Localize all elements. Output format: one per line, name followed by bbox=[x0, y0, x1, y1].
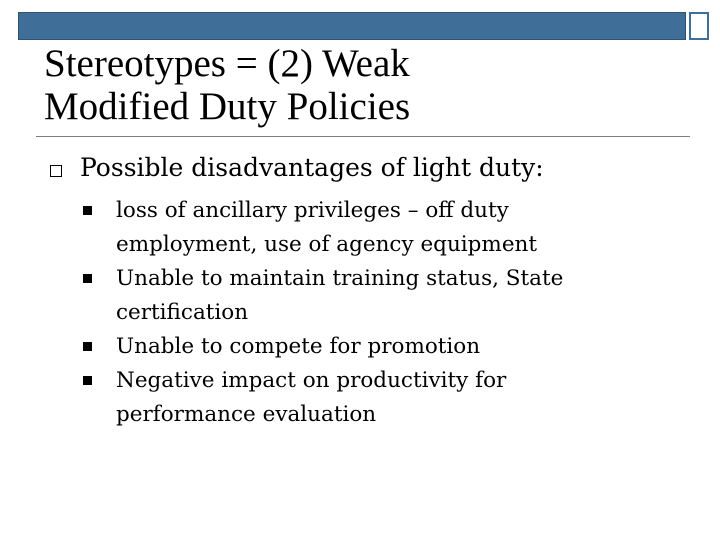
slide-title-line-2: Modified Duty Policies bbox=[44, 85, 411, 128]
list-item bbox=[80, 364, 700, 432]
list-item-line: loss of ancillary privileges – off duty bbox=[116, 198, 509, 223]
list-item-line: Negative impact on productivity for bbox=[116, 368, 507, 393]
corner-square-decoration bbox=[689, 12, 709, 40]
list-item-line: performance evaluation bbox=[116, 402, 377, 427]
list-item-line: certification bbox=[116, 300, 249, 325]
list-item-line: employment, use of agency equipment bbox=[116, 232, 538, 257]
hollow-square-icon bbox=[50, 165, 62, 177]
list-item-line: Unable to maintain training status, State bbox=[116, 266, 564, 291]
filled-square-icon bbox=[83, 274, 92, 283]
slide-title bbox=[44, 42, 684, 128]
sub-bullet-list bbox=[80, 194, 700, 432]
slide-title-line-1: Stereotypes = (2) Weak bbox=[44, 42, 410, 85]
title-bar-decoration bbox=[18, 12, 686, 40]
title-underline bbox=[36, 136, 690, 137]
filled-square-icon bbox=[83, 342, 92, 351]
list-item bbox=[80, 194, 700, 262]
filled-square-icon bbox=[83, 376, 92, 385]
main-bullet-text: Possible disadvantages of light duty: bbox=[80, 153, 544, 182]
list-item bbox=[80, 330, 700, 364]
list-item bbox=[80, 262, 700, 330]
list-item-line: Unable to compete for promotion bbox=[116, 334, 481, 359]
filled-square-icon bbox=[83, 206, 92, 215]
